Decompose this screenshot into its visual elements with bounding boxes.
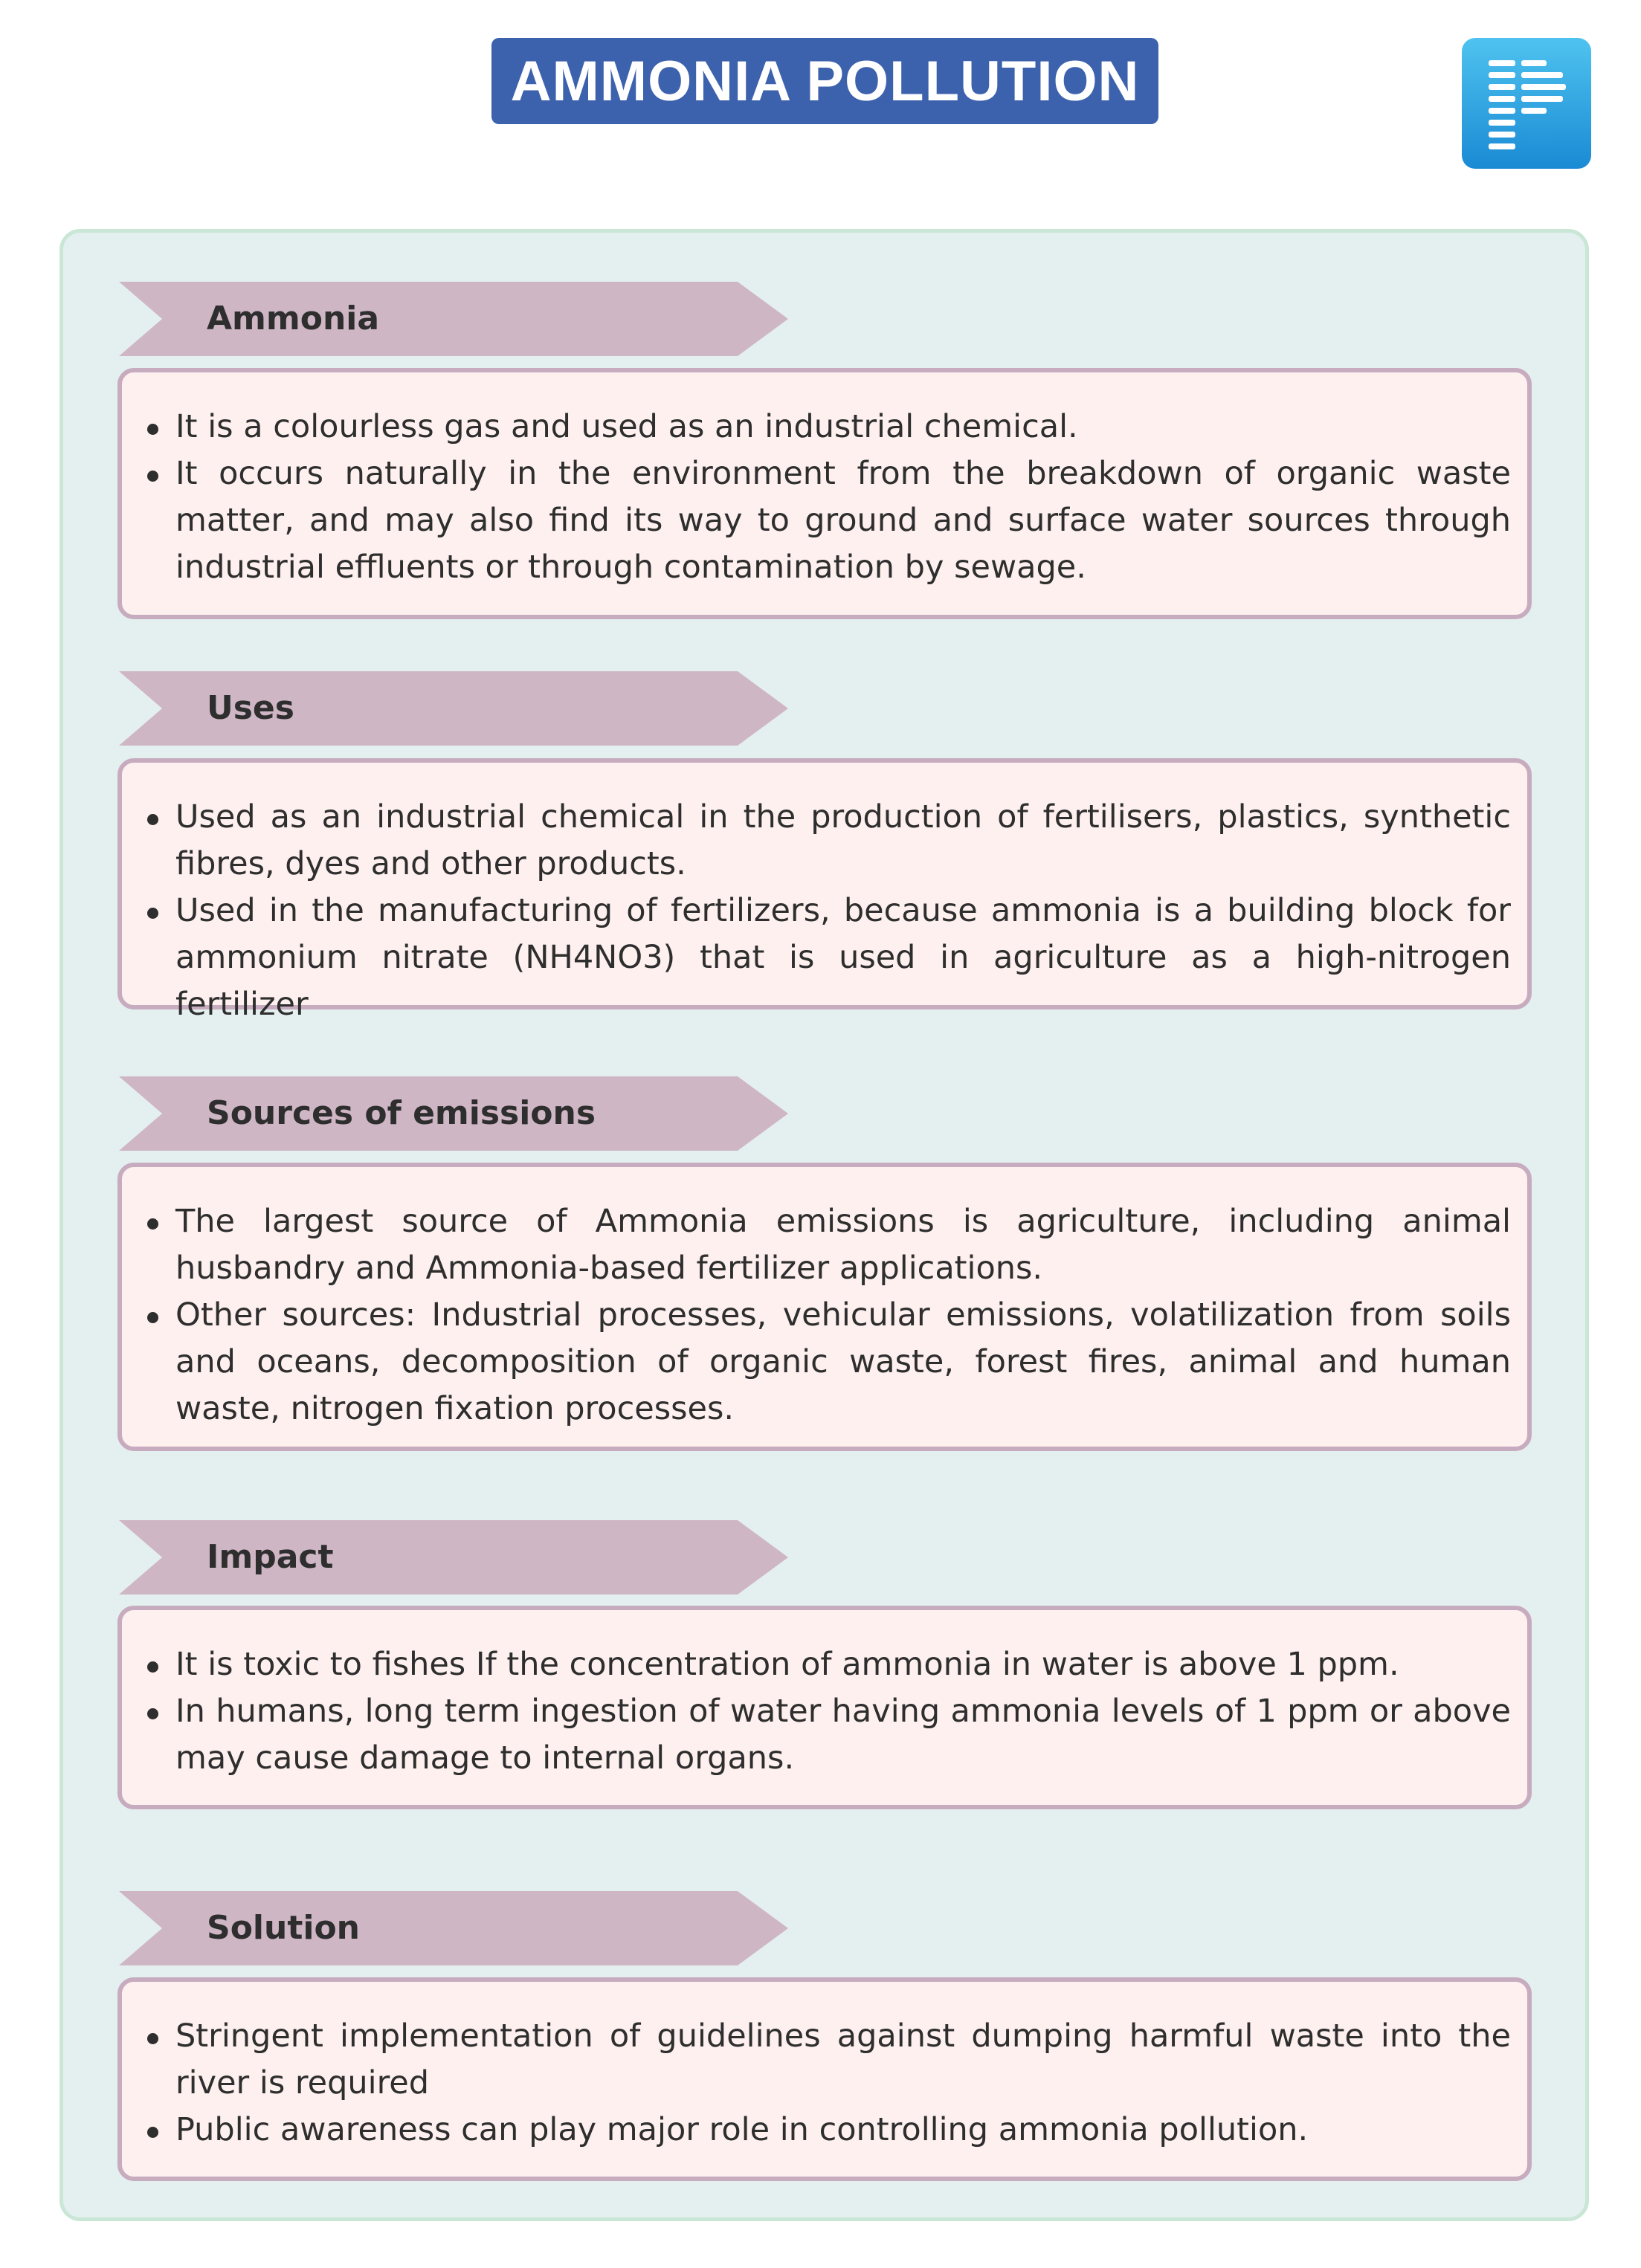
section-box-solution <box>117 1977 1532 2181</box>
logo <box>1462 38 1591 169</box>
list-item: Stringent implementation of guidelines against dumping harmful waste into the river is required <box>143 2013 1511 2107</box>
section-box-impact <box>117 1606 1532 1809</box>
bullet-list <box>143 1641 1511 1782</box>
page-title: AMMONIA POLLUTION <box>510 49 1140 113</box>
list-item: The largest source of Ammonia emissions is agriculture, including animal husbandry and Ammonia-based fertilizer applications. <box>143 1198 1511 1292</box>
section-box-ammonia <box>117 368 1532 619</box>
section-tag-ammonia <box>119 282 788 356</box>
section-heading: Solution <box>207 1909 360 1947</box>
bullet-list <box>143 1198 1511 1432</box>
title-banner <box>491 38 1158 124</box>
bullet-list <box>143 404 1511 591</box>
section-tag-sources <box>119 1076 788 1151</box>
list-item: It is toxic to fishes If the concentration of ammonia in water is above 1 ppm. <box>143 1641 1511 1688</box>
section-box-uses <box>117 758 1532 1023</box>
section-heading: Impact <box>207 1538 334 1576</box>
document-lines-icon <box>1462 38 1591 169</box>
section-box-sources <box>117 1163 1532 1451</box>
list-item: It occurs naturally in the environment from the breakdown of organic waste matter, and may also find its way to ground and surface water sources through industrial effluents or through contamination by sewage. <box>143 450 1511 591</box>
section-tag-solution <box>119 1891 788 1965</box>
bullet-list <box>143 794 1511 1028</box>
list-item: In humans, long term ingestion of water having ammonia levels of 1 ppm or above may cause damage to internal organs. <box>143 1688 1511 1782</box>
bullet-list <box>143 2013 1511 2154</box>
section-tag-impact <box>119 1520 788 1595</box>
list-item: It is a colourless gas and used as an industrial chemical. <box>143 404 1511 450</box>
list-item: Public awareness can play major role in controlling ammonia pollution. <box>143 2107 1511 2154</box>
section-tag-uses <box>119 671 788 746</box>
section-heading: Uses <box>207 689 294 727</box>
list-item: Other sources: Industrial processes, vehicular emissions, volatilization from soils and oceans, decomposition of organic waste, forest fires, animal and human waste, nitrogen fixation processes. <box>143 1292 1511 1432</box>
section-heading: Sources of emissions <box>207 1094 596 1132</box>
list-item: Used as an industrial chemical in the production of fertilisers, plastics, synthetic fibres, dyes and other products. <box>143 794 1511 888</box>
section-heading: Ammonia <box>207 300 380 337</box>
list-item: Used in the manufacturing of fertilizers, because ammonia is a building block for ammonium nitrate (NH4NO3) that is used in agriculture as a high-nitrogen fertilizer <box>143 888 1511 1028</box>
